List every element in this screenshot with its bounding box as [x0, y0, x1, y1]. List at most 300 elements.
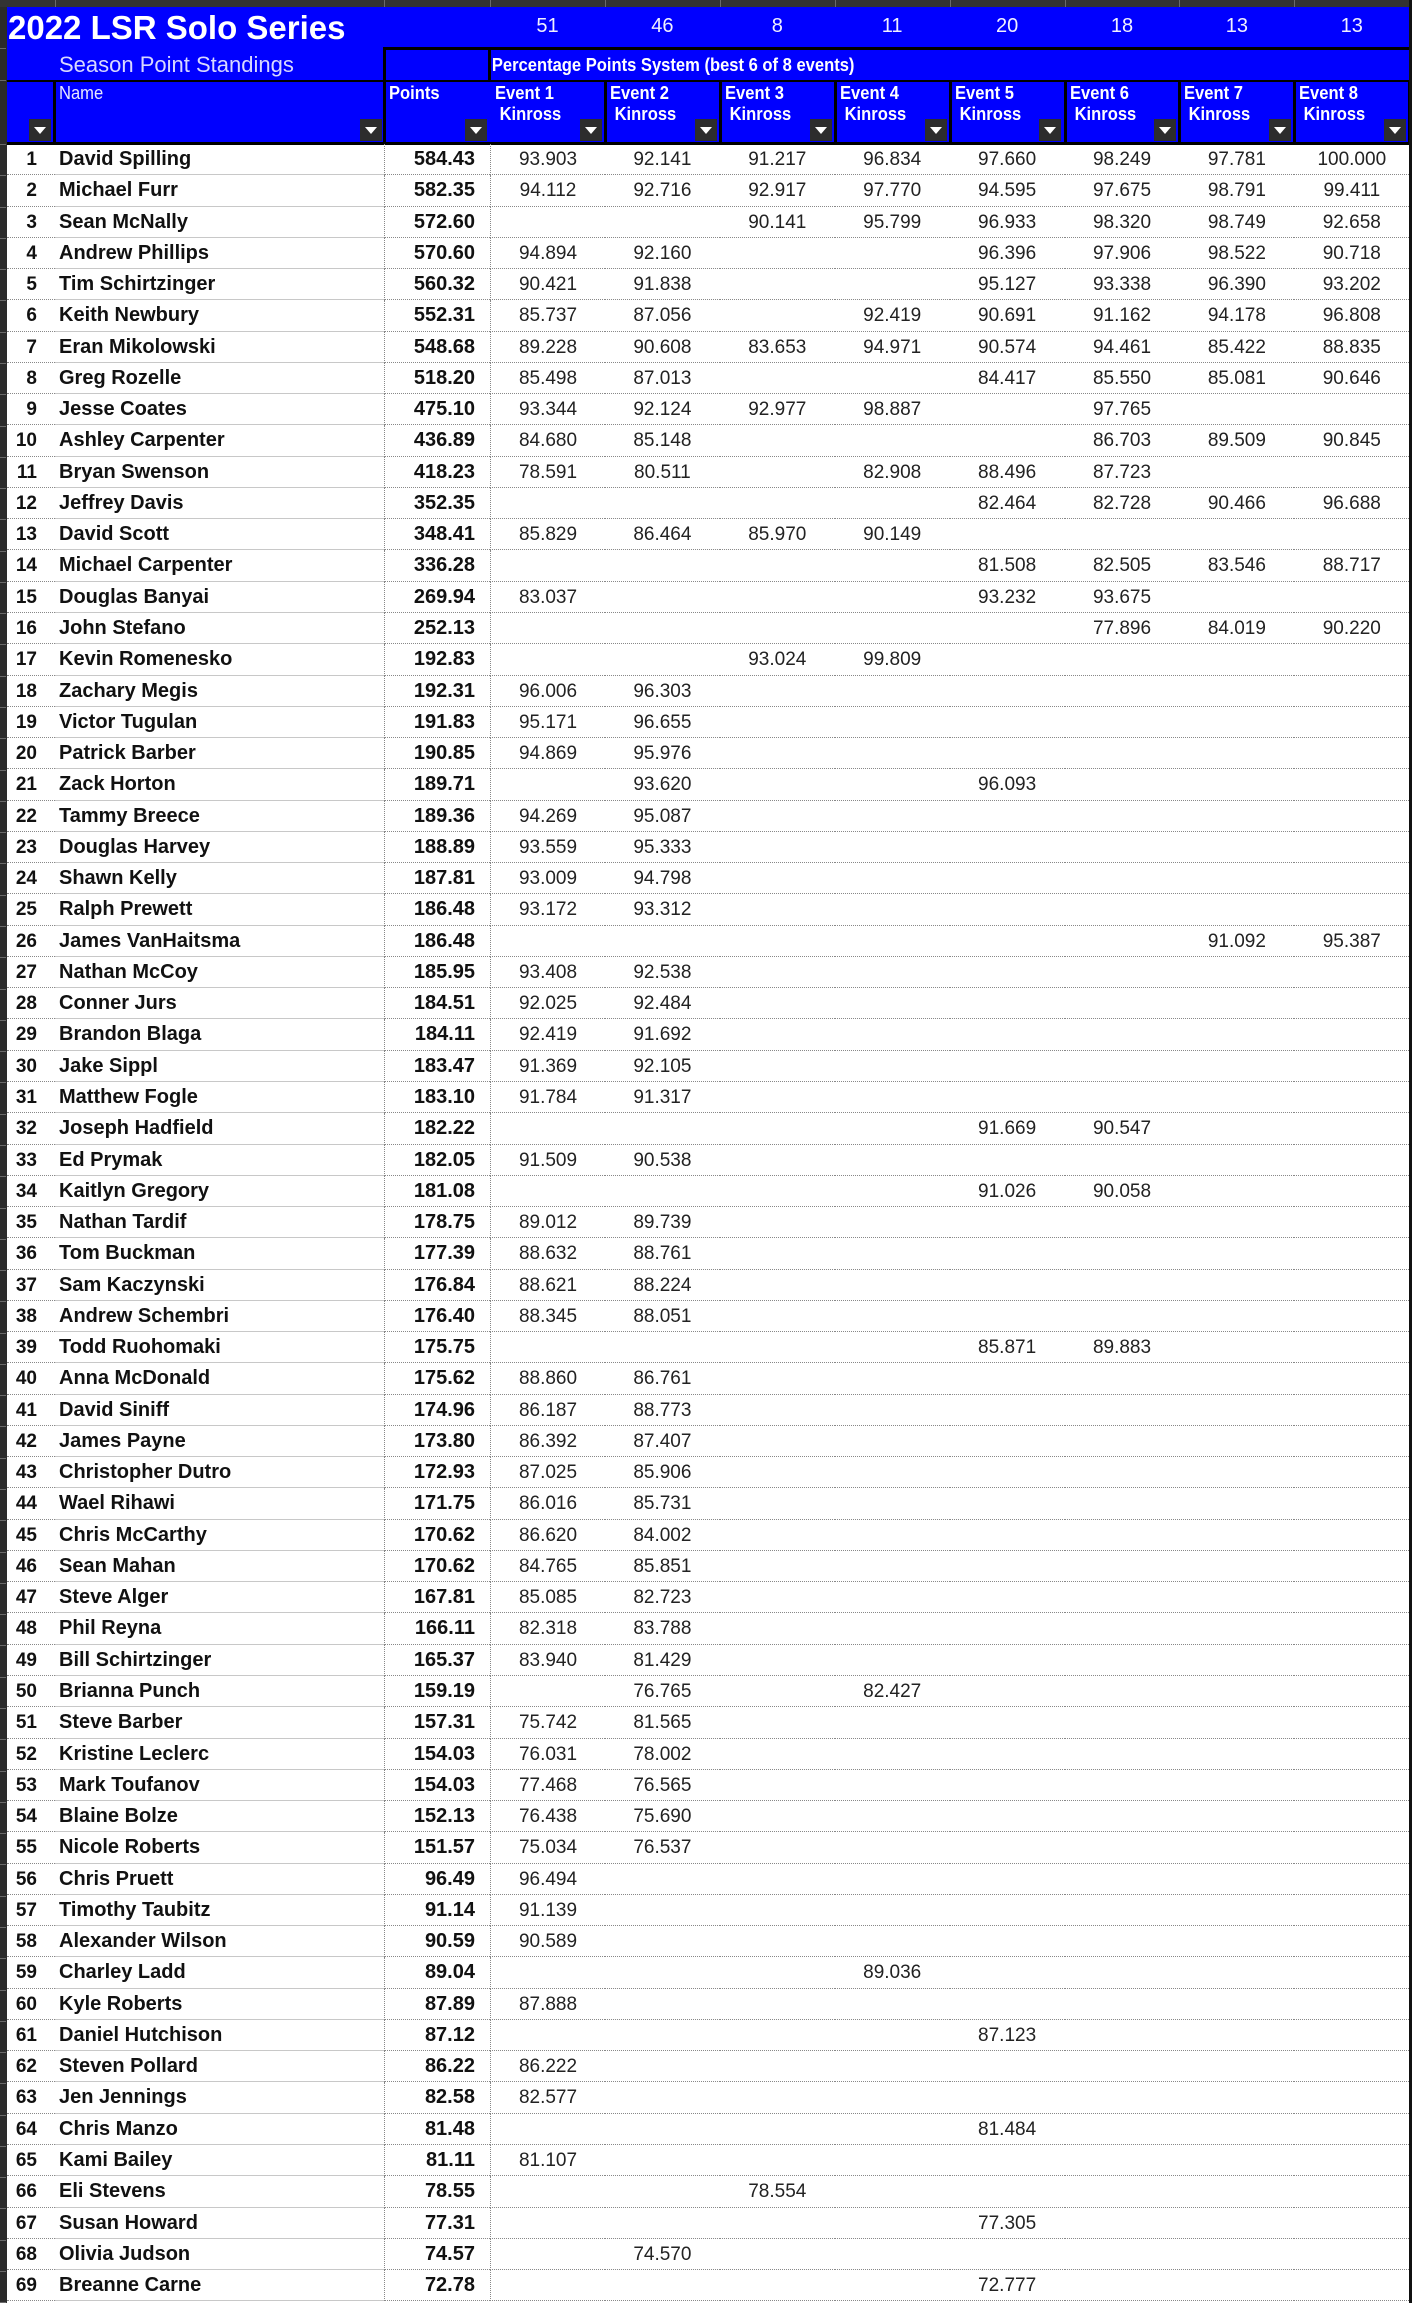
- event-5-cell[interactable]: [950, 1238, 1065, 1269]
- rank-cell[interactable]: 54: [7, 1801, 55, 1832]
- event-6-cell[interactable]: 82.505: [1065, 550, 1180, 581]
- points-cell[interactable]: 89.04: [384, 1957, 490, 1988]
- event-8-cell[interactable]: [1294, 1176, 1409, 1207]
- event-6-cell[interactable]: [1065, 1426, 1180, 1457]
- event-7-cell[interactable]: [1179, 1582, 1294, 1613]
- points-cell[interactable]: 552.31: [384, 300, 490, 331]
- event-6-cell[interactable]: [1065, 1582, 1180, 1613]
- event-7-cell[interactable]: 84.019: [1179, 613, 1294, 644]
- event-1-cell[interactable]: [490, 2208, 605, 2239]
- event-8-cell[interactable]: [1294, 2145, 1409, 2176]
- event-8-cell[interactable]: [1294, 644, 1409, 675]
- points-cell[interactable]: 77.31: [384, 2208, 490, 2239]
- event-5-cell[interactable]: [950, 613, 1065, 644]
- event-4-cell[interactable]: [835, 363, 950, 394]
- event-4-cell[interactable]: [835, 1864, 950, 1895]
- event-4-cell[interactable]: 92.419: [835, 300, 950, 331]
- rank-cell[interactable]: 9: [7, 394, 55, 425]
- event-3-cell[interactable]: [720, 1957, 835, 1988]
- event-5-cell[interactable]: [950, 1207, 1065, 1238]
- event-4-cell[interactable]: [835, 1488, 950, 1519]
- event-8-cell[interactable]: [1294, 1832, 1409, 1863]
- event-3-cell[interactable]: [720, 457, 835, 488]
- event-8-cell[interactable]: [1294, 1770, 1409, 1801]
- name-cell[interactable]: Charley Ladd: [55, 1957, 384, 1988]
- filter-dropdown-event-6[interactable]: [1154, 119, 1176, 141]
- event-8-cell[interactable]: [1294, 957, 1409, 988]
- event-1-cell[interactable]: 94.894: [490, 238, 605, 269]
- event-8-cell[interactable]: [1294, 1739, 1409, 1770]
- event-2-cell[interactable]: 85.148: [605, 425, 720, 456]
- header-event-7[interactable]: [1181, 81, 1293, 143]
- rank-cell[interactable]: 8: [7, 363, 55, 394]
- event-7-cell[interactable]: [1179, 1488, 1294, 1519]
- rank-cell[interactable]: 65: [7, 2145, 55, 2176]
- rank-cell[interactable]: 53: [7, 1770, 55, 1801]
- name-cell[interactable]: Jake Sippl: [55, 1051, 384, 1082]
- event-5-cell[interactable]: 91.026: [950, 1176, 1065, 1207]
- points-cell[interactable]: 252.13: [384, 613, 490, 644]
- event-8-cell[interactable]: [1294, 1019, 1409, 1050]
- name-cell[interactable]: Chris McCarthy: [55, 1520, 384, 1551]
- event-3-cell[interactable]: [720, 363, 835, 394]
- event-1-cell[interactable]: 88.621: [490, 1270, 605, 1301]
- event-8-cell[interactable]: [1294, 2051, 1409, 2082]
- event-7-cell[interactable]: [1179, 1207, 1294, 1238]
- event-7-cell[interactable]: [1179, 1645, 1294, 1676]
- rank-cell[interactable]: 18: [7, 676, 55, 707]
- event-2-cell[interactable]: [605, 1332, 720, 1363]
- name-cell[interactable]: Joseph Hadfield: [55, 1113, 384, 1144]
- event-1-cell[interactable]: [490, 1113, 605, 1144]
- rank-cell[interactable]: 7: [7, 332, 55, 363]
- event-4-cell[interactable]: [835, 2239, 950, 2270]
- name-cell[interactable]: Phil Reyna: [55, 1613, 384, 1644]
- event-5-cell[interactable]: [950, 957, 1065, 988]
- name-cell[interactable]: Matthew Fogle: [55, 1082, 384, 1113]
- filter-dropdown-event-3[interactable]: [810, 119, 832, 141]
- event-6-cell[interactable]: [1065, 1645, 1180, 1676]
- points-cell[interactable]: 81.48: [384, 2114, 490, 2145]
- event-4-cell[interactable]: [835, 1019, 950, 1050]
- event-1-cell[interactable]: 93.172: [490, 894, 605, 925]
- event-4-cell[interactable]: 95.799: [835, 207, 950, 238]
- name-cell[interactable]: Daniel Hutchison: [55, 2020, 384, 2051]
- event-3-cell[interactable]: [720, 238, 835, 269]
- rank-cell[interactable]: 19: [7, 707, 55, 738]
- event-6-cell[interactable]: [1065, 1989, 1180, 2020]
- event-3-cell[interactable]: [720, 1551, 835, 1582]
- event-4-cell[interactable]: [835, 2082, 950, 2113]
- event-3-cell[interactable]: [720, 1582, 835, 1613]
- event-1-cell[interactable]: 87.888: [490, 1989, 605, 2020]
- event-6-cell[interactable]: [1065, 1145, 1180, 1176]
- event-2-cell[interactable]: [605, 613, 720, 644]
- name-cell[interactable]: Wael Rihawi: [55, 1488, 384, 1519]
- event-2-cell[interactable]: [605, 550, 720, 581]
- event-6-cell[interactable]: [1065, 988, 1180, 1019]
- event-8-cell[interactable]: [1294, 1207, 1409, 1238]
- event-6-cell[interactable]: [1065, 1488, 1180, 1519]
- name-cell[interactable]: David Spilling: [55, 144, 384, 175]
- points-cell[interactable]: 336.28: [384, 550, 490, 581]
- event-2-cell[interactable]: 92.124: [605, 394, 720, 425]
- event-4-cell[interactable]: [835, 832, 950, 863]
- event-1-cell[interactable]: 92.419: [490, 1019, 605, 1050]
- event-5-cell[interactable]: 96.093: [950, 769, 1065, 800]
- event-1-cell[interactable]: 96.494: [490, 1864, 605, 1895]
- event-3-cell[interactable]: [720, 1457, 835, 1488]
- event-5-cell[interactable]: 96.933: [950, 207, 1065, 238]
- rank-cell[interactable]: 68: [7, 2239, 55, 2270]
- event-8-cell[interactable]: [1294, 1551, 1409, 1582]
- rank-cell[interactable]: 20: [7, 738, 55, 769]
- event-4-cell[interactable]: [835, 1426, 950, 1457]
- event-7-cell[interactable]: 85.081: [1179, 363, 1294, 394]
- event-1-cell[interactable]: 89.012: [490, 1207, 605, 1238]
- header-points[interactable]: [386, 81, 489, 143]
- event-6-cell[interactable]: [1065, 957, 1180, 988]
- event-6-cell[interactable]: 90.058: [1065, 1176, 1180, 1207]
- event-6-cell[interactable]: [1065, 1395, 1180, 1426]
- event-1-cell[interactable]: 83.940: [490, 1645, 605, 1676]
- name-cell[interactable]: James Payne: [55, 1426, 384, 1457]
- event-6-cell[interactable]: 89.883: [1065, 1332, 1180, 1363]
- event-6-cell[interactable]: [1065, 1019, 1180, 1050]
- points-cell[interactable]: 78.55: [384, 2176, 490, 2207]
- event-5-cell[interactable]: [950, 1864, 1065, 1895]
- event-2-cell[interactable]: 88.761: [605, 1238, 720, 1269]
- event-7-cell[interactable]: [1179, 1395, 1294, 1426]
- event-2-cell[interactable]: 87.013: [605, 363, 720, 394]
- points-cell[interactable]: 154.03: [384, 1770, 490, 1801]
- event-6-cell[interactable]: 82.728: [1065, 488, 1180, 519]
- event-7-cell[interactable]: [1179, 457, 1294, 488]
- event-5-cell[interactable]: 87.123: [950, 2020, 1065, 2051]
- event-2-cell[interactable]: 89.739: [605, 1207, 720, 1238]
- event-1-cell[interactable]: 77.468: [490, 1770, 605, 1801]
- event-3-cell[interactable]: [720, 957, 835, 988]
- event-8-cell[interactable]: [1294, 1488, 1409, 1519]
- event-5-cell[interactable]: [950, 1457, 1065, 1488]
- event-1-cell[interactable]: [490, 1176, 605, 1207]
- event-8-cell[interactable]: [1294, 894, 1409, 925]
- event-1-cell[interactable]: 96.006: [490, 676, 605, 707]
- rank-cell[interactable]: 35: [7, 1207, 55, 1238]
- event-8-cell[interactable]: 90.718: [1294, 238, 1409, 269]
- rank-cell[interactable]: 14: [7, 550, 55, 581]
- event-4-cell[interactable]: 82.908: [835, 457, 950, 488]
- name-cell[interactable]: Nathan Tardif: [55, 1207, 384, 1238]
- event-8-cell[interactable]: [1294, 394, 1409, 425]
- event-6-cell[interactable]: 93.675: [1065, 582, 1180, 613]
- event-8-cell[interactable]: [1294, 2239, 1409, 2270]
- event-5-cell[interactable]: [950, 1989, 1065, 2020]
- points-cell[interactable]: 175.75: [384, 1332, 490, 1363]
- event-3-cell[interactable]: [720, 1019, 835, 1050]
- event-5-cell[interactable]: [950, 707, 1065, 738]
- name-cell[interactable]: Conner Jurs: [55, 988, 384, 1019]
- name-cell[interactable]: Christopher Dutro: [55, 1457, 384, 1488]
- event-1-cell[interactable]: 75.034: [490, 1832, 605, 1863]
- event-6-cell[interactable]: [1065, 1801, 1180, 1832]
- event-2-cell[interactable]: 95.087: [605, 801, 720, 832]
- event-6-cell[interactable]: [1065, 1739, 1180, 1770]
- event-5-cell[interactable]: [950, 1582, 1065, 1613]
- points-cell[interactable]: 151.57: [384, 1832, 490, 1863]
- event-3-cell[interactable]: [720, 1207, 835, 1238]
- event-5-cell[interactable]: [950, 926, 1065, 957]
- rank-cell[interactable]: 57: [7, 1895, 55, 1926]
- event-7-cell[interactable]: [1179, 2051, 1294, 2082]
- event-2-cell[interactable]: 76.565: [605, 1770, 720, 1801]
- event-3-cell[interactable]: [720, 769, 835, 800]
- name-cell[interactable]: Blaine Bolze: [55, 1801, 384, 1832]
- event-5-cell[interactable]: [950, 1926, 1065, 1957]
- event-1-cell[interactable]: 88.345: [490, 1301, 605, 1332]
- event-4-cell[interactable]: 96.834: [835, 144, 950, 175]
- event-4-cell[interactable]: [835, 1363, 950, 1394]
- rank-cell[interactable]: 55: [7, 1832, 55, 1863]
- event-8-cell[interactable]: 96.808: [1294, 300, 1409, 331]
- points-cell[interactable]: 269.94: [384, 582, 490, 613]
- event-5-cell[interactable]: 90.691: [950, 300, 1065, 331]
- event-7-participant-count[interactable]: 13: [1225, 15, 1249, 37]
- event-2-cell[interactable]: 78.002: [605, 1739, 720, 1770]
- filter-dropdown-event-4[interactable]: [925, 119, 947, 141]
- event-1-cell[interactable]: 90.589: [490, 1926, 605, 1957]
- name-cell[interactable]: Eran Mikolowski: [55, 332, 384, 363]
- event-5-cell[interactable]: 93.232: [950, 582, 1065, 613]
- event-5-cell[interactable]: 97.660: [950, 144, 1065, 175]
- event-3-cell[interactable]: [720, 738, 835, 769]
- event-3-cell[interactable]: 85.970: [720, 519, 835, 550]
- event-2-cell[interactable]: 95.333: [605, 832, 720, 863]
- event-8-cell[interactable]: [1294, 769, 1409, 800]
- event-1-cell[interactable]: 92.025: [490, 988, 605, 1019]
- event-3-cell[interactable]: 91.217: [720, 144, 835, 175]
- event-1-cell[interactable]: [490, 207, 605, 238]
- rank-cell[interactable]: 51: [7, 1707, 55, 1738]
- event-5-cell[interactable]: [950, 1019, 1065, 1050]
- event-6-cell[interactable]: [1065, 1051, 1180, 1082]
- event-5-cell[interactable]: [950, 1301, 1065, 1332]
- event-8-cell[interactable]: [1294, 1051, 1409, 1082]
- event-2-cell[interactable]: 86.761: [605, 1363, 720, 1394]
- name-cell[interactable]: Chris Pruett: [55, 1864, 384, 1895]
- event-7-cell[interactable]: [1179, 1551, 1294, 1582]
- event-6-cell[interactable]: [1065, 832, 1180, 863]
- event-3-cell[interactable]: [720, 550, 835, 581]
- name-cell[interactable]: Nathan McCoy: [55, 957, 384, 988]
- event-7-cell[interactable]: [1179, 1113, 1294, 1144]
- event-4-cell[interactable]: 82.427: [835, 1676, 950, 1707]
- event-4-cell[interactable]: [835, 238, 950, 269]
- event-4-cell[interactable]: [835, 957, 950, 988]
- event-6-cell[interactable]: [1065, 1457, 1180, 1488]
- points-cell[interactable]: 192.31: [384, 676, 490, 707]
- event-4-cell[interactable]: [835, 1457, 950, 1488]
- points-cell[interactable]: 584.43: [384, 144, 490, 175]
- event-1-cell[interactable]: 91.509: [490, 1145, 605, 1176]
- event-8-cell[interactable]: 90.220: [1294, 613, 1409, 644]
- event-2-cell[interactable]: 94.798: [605, 863, 720, 894]
- event-2-cell[interactable]: [605, 2270, 720, 2301]
- event-2-cell[interactable]: 95.976: [605, 738, 720, 769]
- rank-cell[interactable]: 39: [7, 1332, 55, 1363]
- event-6-cell[interactable]: [1065, 2270, 1180, 2301]
- event-6-cell[interactable]: [1065, 1551, 1180, 1582]
- event-6-cell[interactable]: [1065, 863, 1180, 894]
- event-1-cell[interactable]: 85.498: [490, 363, 605, 394]
- points-cell[interactable]: 176.40: [384, 1301, 490, 1332]
- event-6-cell[interactable]: 94.461: [1065, 332, 1180, 363]
- rank-cell[interactable]: 33: [7, 1145, 55, 1176]
- rank-cell[interactable]: 60: [7, 1989, 55, 2020]
- event-2-cell[interactable]: [605, 582, 720, 613]
- points-cell[interactable]: 86.22: [384, 2051, 490, 2082]
- event-3-cell[interactable]: [720, 1520, 835, 1551]
- event-6-cell[interactable]: [1065, 1270, 1180, 1301]
- header-rank[interactable]: [7, 81, 53, 143]
- event-5-cell[interactable]: [950, 394, 1065, 425]
- rank-cell[interactable]: 22: [7, 801, 55, 832]
- rank-cell[interactable]: 27: [7, 957, 55, 988]
- event-3-cell[interactable]: [720, 1113, 835, 1144]
- points-cell[interactable]: 184.11: [384, 1019, 490, 1050]
- rank-cell[interactable]: 25: [7, 894, 55, 925]
- event-8-cell[interactable]: [1294, 801, 1409, 832]
- event-7-cell[interactable]: [1179, 676, 1294, 707]
- event-7-cell[interactable]: [1179, 519, 1294, 550]
- event-4-cell[interactable]: [835, 801, 950, 832]
- event-7-cell[interactable]: [1179, 1864, 1294, 1895]
- event-2-cell[interactable]: 85.906: [605, 1457, 720, 1488]
- event-4-cell[interactable]: [835, 1770, 950, 1801]
- event-4-cell[interactable]: [835, 1551, 950, 1582]
- event-7-cell[interactable]: [1179, 2270, 1294, 2301]
- event-8-cell[interactable]: 92.658: [1294, 207, 1409, 238]
- name-cell[interactable]: Michael Carpenter: [55, 550, 384, 581]
- event-5-cell[interactable]: [950, 1551, 1065, 1582]
- event-7-cell[interactable]: 91.092: [1179, 926, 1294, 957]
- event-4-cell[interactable]: [835, 1707, 950, 1738]
- rank-cell[interactable]: 12: [7, 488, 55, 519]
- event-2-cell[interactable]: 88.224: [605, 1270, 720, 1301]
- filter-dropdown-rank[interactable]: [29, 119, 51, 141]
- event-1-cell[interactable]: 91.784: [490, 1082, 605, 1113]
- event-3-cell[interactable]: [720, 2208, 835, 2239]
- event-6-cell[interactable]: [1065, 2082, 1180, 2113]
- event-3-cell[interactable]: 93.024: [720, 644, 835, 675]
- points-cell[interactable]: 157.31: [384, 1707, 490, 1738]
- event-8-cell[interactable]: [1294, 519, 1409, 550]
- rank-cell[interactable]: 34: [7, 1176, 55, 1207]
- event-6-cell[interactable]: 97.765: [1065, 394, 1180, 425]
- header-event-6[interactable]: [1067, 81, 1179, 143]
- name-cell[interactable]: Alexander Wilson: [55, 1926, 384, 1957]
- name-cell[interactable]: Tom Buckman: [55, 1238, 384, 1269]
- event-1-cell[interactable]: 78.591: [490, 457, 605, 488]
- event-6-cell[interactable]: 85.550: [1065, 363, 1180, 394]
- points-cell[interactable]: 560.32: [384, 269, 490, 300]
- event-6-cell[interactable]: [1065, 1613, 1180, 1644]
- event-7-cell[interactable]: [1179, 1238, 1294, 1269]
- event-1-participant-count[interactable]: 51: [536, 15, 559, 37]
- event-5-cell[interactable]: 81.508: [950, 550, 1065, 581]
- event-2-cell[interactable]: 92.716: [605, 175, 720, 206]
- rank-cell[interactable]: 2: [7, 175, 55, 206]
- name-cell[interactable]: Todd Ruohomaki: [55, 1332, 384, 1363]
- event-5-cell[interactable]: [950, 988, 1065, 1019]
- rank-cell[interactable]: 32: [7, 1113, 55, 1144]
- event-7-cell[interactable]: [1179, 2082, 1294, 2113]
- event-2-cell[interactable]: [605, 1957, 720, 1988]
- rank-cell[interactable]: 31: [7, 1082, 55, 1113]
- event-7-cell[interactable]: [1179, 2020, 1294, 2051]
- event-7-cell[interactable]: 96.390: [1179, 269, 1294, 300]
- event-3-cell[interactable]: [720, 1739, 835, 1770]
- event-6-cell[interactable]: [1065, 1926, 1180, 1957]
- event-7-cell[interactable]: 97.781: [1179, 144, 1294, 175]
- name-cell[interactable]: Sean Mahan: [55, 1551, 384, 1582]
- name-cell[interactable]: Kami Bailey: [55, 2145, 384, 2176]
- event-2-participant-count[interactable]: 46: [651, 15, 674, 37]
- name-cell[interactable]: Brandon Blaga: [55, 1019, 384, 1050]
- event-1-cell[interactable]: [490, 613, 605, 644]
- rank-cell[interactable]: 40: [7, 1363, 55, 1394]
- event-5-cell[interactable]: [950, 2145, 1065, 2176]
- name-cell[interactable]: Kaitlyn Gregory: [55, 1176, 384, 1207]
- event-8-cell[interactable]: 96.688: [1294, 488, 1409, 519]
- event-3-cell[interactable]: 92.977: [720, 394, 835, 425]
- event-8-cell[interactable]: [1294, 2270, 1409, 2301]
- name-cell[interactable]: Andrew Phillips: [55, 238, 384, 269]
- name-cell[interactable]: Timothy Taubitz: [55, 1895, 384, 1926]
- event-7-cell[interactable]: [1179, 988, 1294, 1019]
- event-6-cell[interactable]: [1065, 2239, 1180, 2270]
- event-5-cell[interactable]: [950, 1739, 1065, 1770]
- event-5-cell[interactable]: [950, 1613, 1065, 1644]
- event-1-cell[interactable]: [490, 1676, 605, 1707]
- event-7-cell[interactable]: 85.422: [1179, 332, 1294, 363]
- event-7-cell[interactable]: 98.522: [1179, 238, 1294, 269]
- event-7-cell[interactable]: [1179, 1770, 1294, 1801]
- rank-cell[interactable]: 15: [7, 582, 55, 613]
- event-5-cell[interactable]: [950, 2176, 1065, 2207]
- event-1-cell[interactable]: 93.559: [490, 832, 605, 863]
- points-cell[interactable]: 74.57: [384, 2239, 490, 2270]
- event-7-cell[interactable]: [1179, 1332, 1294, 1363]
- name-cell[interactable]: Bryan Swenson: [55, 457, 384, 488]
- event-8-cell[interactable]: [1294, 1395, 1409, 1426]
- event-5-cell[interactable]: 81.484: [950, 2114, 1065, 2145]
- event-2-cell[interactable]: 96.303: [605, 676, 720, 707]
- points-cell[interactable]: 81.11: [384, 2145, 490, 2176]
- event-1-cell[interactable]: 93.009: [490, 863, 605, 894]
- event-7-cell[interactable]: [1179, 1613, 1294, 1644]
- event-5-cell[interactable]: [950, 519, 1065, 550]
- rank-cell[interactable]: 58: [7, 1926, 55, 1957]
- event-3-participant-count[interactable]: 8: [771, 15, 783, 37]
- event-3-cell[interactable]: [720, 2051, 835, 2082]
- event-6-cell[interactable]: [1065, 2114, 1180, 2145]
- event-6-cell[interactable]: 91.162: [1065, 300, 1180, 331]
- event-8-cell[interactable]: [1294, 1645, 1409, 1676]
- event-3-cell[interactable]: [720, 2145, 835, 2176]
- event-3-cell[interactable]: [720, 894, 835, 925]
- rank-cell[interactable]: 61: [7, 2020, 55, 2051]
